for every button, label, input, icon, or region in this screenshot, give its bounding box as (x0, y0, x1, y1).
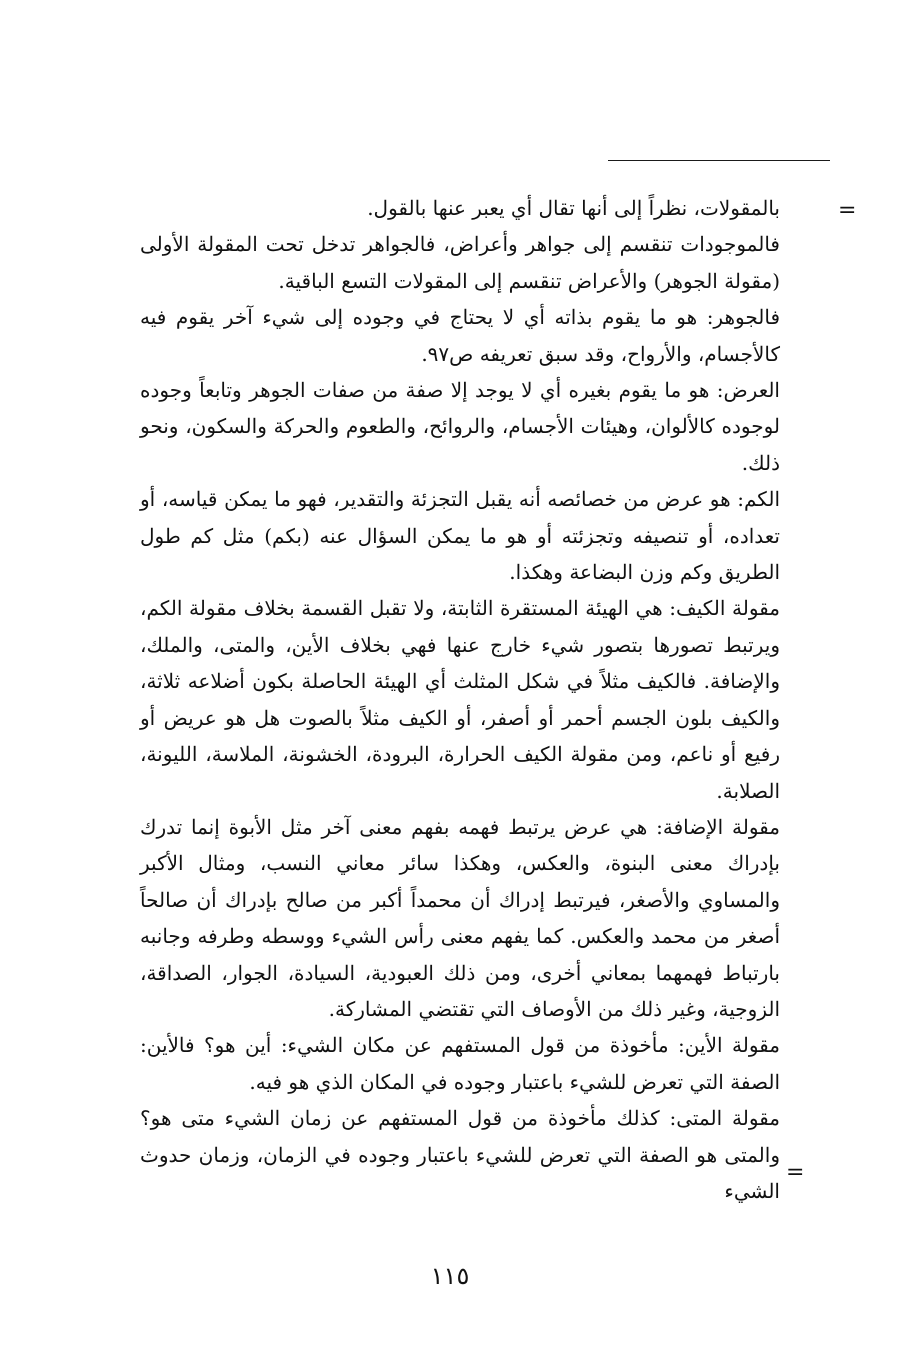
footnote-trailing-mark: = (786, 1160, 805, 1185)
paragraph-substance: فالجوهر: هو ما يقوم بذاته أي لا يحتاج في وجوده إلى شيء آخر يقوم فيه كالأجسام، والأرواح، وقد سبق تعريفه ص٩٧. (140, 305, 780, 366)
paragraph-time: مقولة المتى: كذلك مأخوذة من قول المستفهم عن زمان الشيء متى هو؟ والمتى هو الصفة التي تعرض للشيء باعتبار وجوده في الزمان، وزمان حدوث الشيء (140, 1106, 780, 1203)
paragraph-place: مقولة الأين: مأخوذة من قول المستفهم عن مكان الشيء: أين هو؟ فالأين: الصفة التي تعرض للشيء باعتبار وجوده في المكان الذي هو فيه. (140, 1033, 780, 1094)
paragraph-quantity: الكم: هو عرض من خصائصه أنه يقبل التجزئة والتقدير، فهو ما يمكن قياسه، أو تعداده، أو تنصيفه وتجزئته أو هو ما يمكن السؤال عنه (بكم) مثل كم طول الطريق وكم وزن البضاعة وهكذا. (140, 487, 780, 585)
paragraph-categories-intro: بالمقولات، نظراً إلى أنها تقال أي يعبر عنها بالقول. (367, 196, 780, 220)
paragraph-relation: مقولة الإضافة: هي عرض يرتبط فهمه بفهم معنى آخر مثل الأبوة إنما تدرك بإدراك معنى البنوة، والعكس، وهكذا سائر معاني النسب، ومثال الأكبر والمساوي والأصغر، فيرتبط إدراك أن محمداً أكبر من صالح بإدراك أن صالحاً أصغر من محمد والعكس. كما يفهم معنى رأس الشيء ووسطه وطرفه وجانبه بارتباط فهمهما بمعاني أخرى، ومن ذلك العبودية، السيادة، الجوار، الصداقة، الزوجية، وغير ذلك من الأوصاف التي تقتضي المشاركة. (140, 814, 780, 1021)
footnote-separator-rule (608, 160, 830, 161)
paragraph-accident: العرض: هو ما يقوم بغيره أي لا يوجد إلا صفة من صفات الجوهر وتابعاً وجوده لوجوده كالألوان، وهيئات الأجسام، والروائح، والطعوم والحركة والسكون، ونحو ذلك. (140, 378, 780, 475)
page-number: ١١٥ (430, 1262, 470, 1290)
footnote-continuation-mark: = (838, 198, 857, 223)
footnote-text (140, 190, 780, 1209)
paragraph-quality: مقولة الكيف: هي الهيئة المستقرة الثابتة، ولا تقبل القسمة بخلاف مقولة الكم، ويرتبط تصورها بتصور شيء خارج عنها فهي بخلاف الأين، والمتى، والملك، والإضافة. فالكيف مثلاً في شكل المثلث أي الهيئة الحاصلة بكون أضلاعه ثلاثة، والكيف بلون الجسم أحمر أو أصفر، أو الكيف مثلاً بالصوت هل هو عريض أو رفيع أو ناعم، ومن مقولة الكيف الحرارة، البرودة، الخشونة، الملاسة، الليونة، الصلابة. (140, 596, 780, 803)
paragraph-existents: فالموجودات تنقسم إلى جواهر وأعراض، فالجواهر تدخل تحت المقولة الأولى (مقولة الجوهر) والأعراض تنقسم إلى المقولات التسع الباقية. (140, 232, 780, 293)
